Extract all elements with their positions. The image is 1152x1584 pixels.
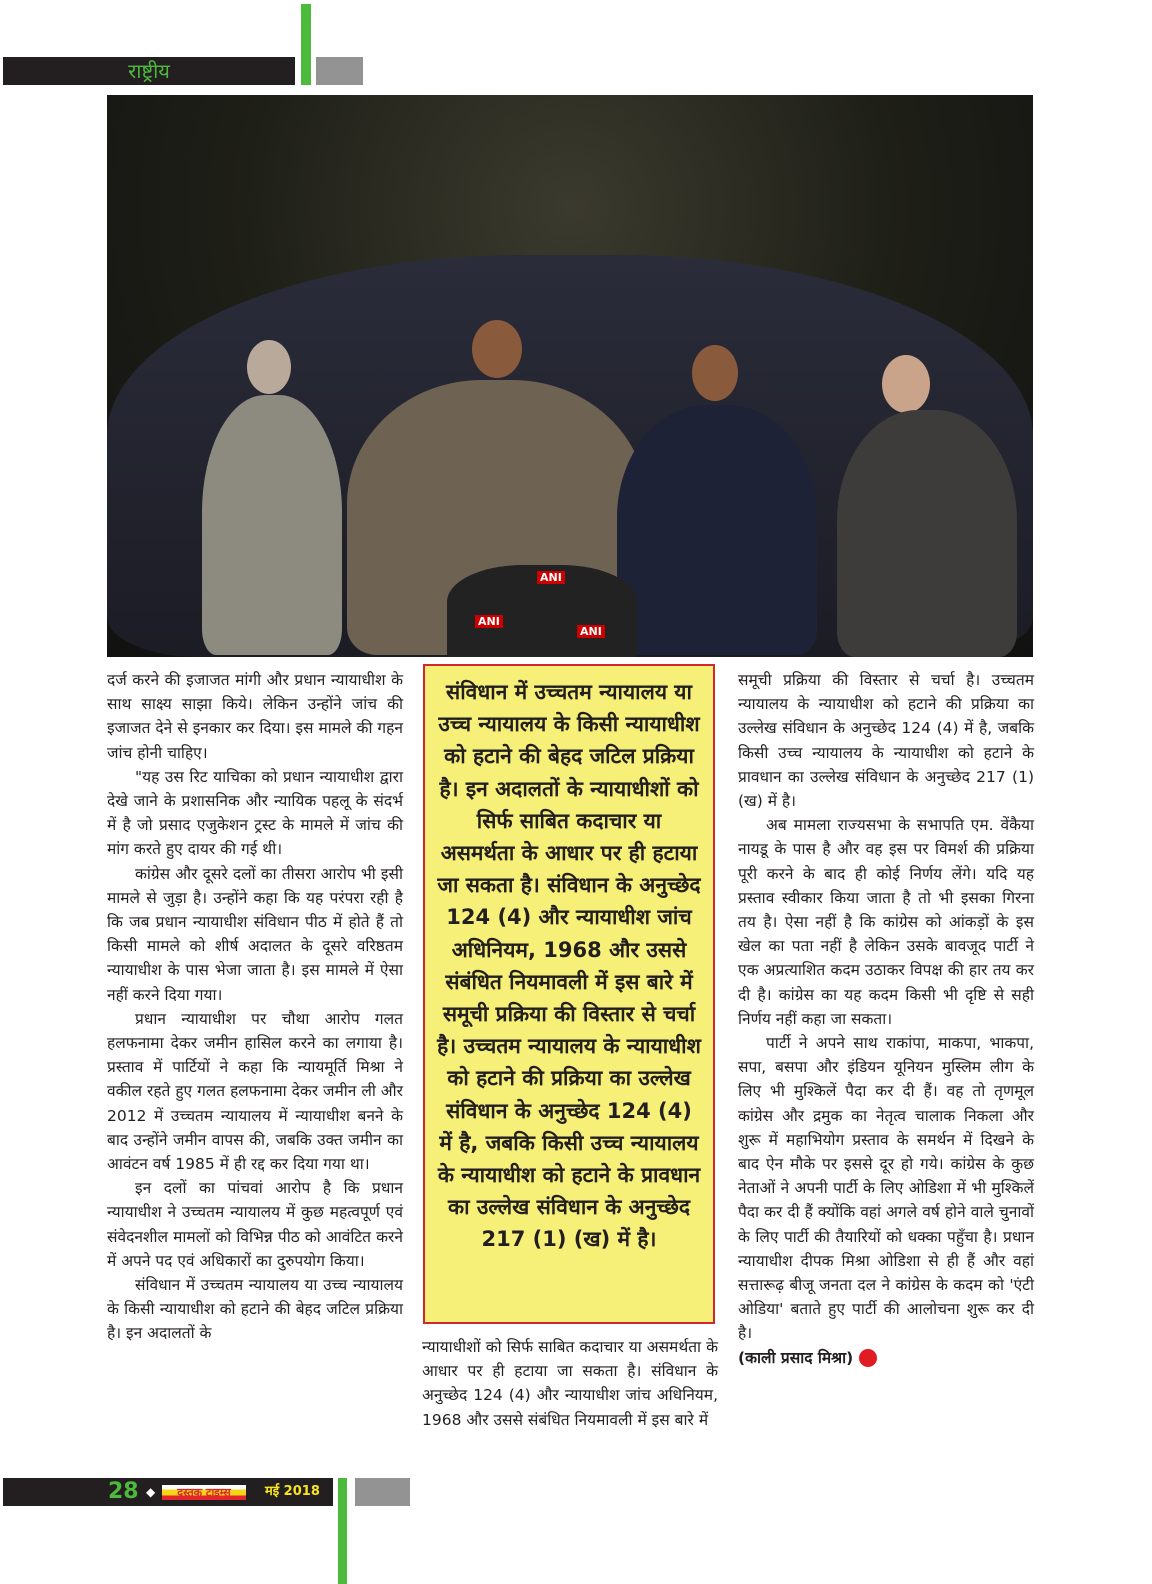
paragraph: प्रधान न्यायाधीश पर चौथा आरोप गलत हलफनामा देकर जमीन हासिल करने का लगाया है। प्रस्ताव में पार्टियों ने कहा कि न्यायमूर्ति मिश्रा ने वकील रहते हुए गलत हलफनामा देकर जमीन ली और 2012 में उच्चतम न्यायालय में न्यायाधीश बनने के बाद उन्होंने जमीन वापस की, जबकि उक्त जमीन का आवंटन वर्ष 1985 में ही रद्द कर दिया गया था। [107, 1009, 403, 1174]
footer-separator: ◆ [146, 1485, 156, 1499]
judge-body [617, 405, 817, 655]
judge-body [837, 410, 1017, 657]
header-green-accent [301, 4, 311, 85]
page-number: 28 [108, 1479, 139, 1504]
article-column-3 [738, 668, 1034, 1370]
footer-green-accent [338, 1478, 347, 1584]
mic-label: ANI [475, 615, 503, 628]
paragraph: समूची प्रक्रिया की विस्तार से चर्चा है। उच्चतम न्यायालय के न्यायाधीश को हटाने की प्रक्रिया का उल्लेख संविधान के अनुच्छेद 124 (4) में है, जबकि किसी उच्च न्यायालय के न्यायाधीश को हटाने के प्रावधान का उल्लेख संविधान के अनुच्छेद 217 (1) (ख) में है। [738, 671, 1034, 811]
judge-head [247, 340, 291, 394]
section-title: राष्ट्रीय [128, 59, 170, 83]
paragraph: न्यायाधीशों को सिर्फ साबित कदाचार या असमर्थता के आधार पर ही हटाया जा सकता है। संविधान के अनुच्छेद 124 (4) और न्यायाधीश जांच अधिनियम, 1968 और उससे संबंधित नियमावली में इस बारे में [422, 1338, 718, 1429]
header-gray-block [316, 57, 363, 85]
judge-body [202, 395, 342, 655]
end-mark-icon [859, 1349, 877, 1367]
paragraph: पार्टी ने अपने साथ राकांपा, माकपा, भाकपा, सपा, बसपा और इंडियन यूनियन मुस्लिम लीग के लिए भी मुश्किलें पैदा कर दी हैं। वह तो तृणमूल कांग्रेस और द्रमुक का नेतृत्व चालाक निकला और शुरू में महाभियोग प्रस्ताव के समर्थन में दिखने के बाद ऐन मौके पर इससे दूर हो गये। कांग्रेस के कुछ नेताओं ने अपनी पार्टी के लिए ओडिशा में भी मुश्किलें पैदा कर दी हैं क्योंकि वहां अगले वर्ष होने वाले चुनावों के लिए पार्टी की तैयारियों को धक्का पहुँचा है। प्रधान न्यायाधीश दीपक मिश्रा ओडिशा से ही हैं और वहां सत्तारूढ़ बीजू जनता दल ने कांग्रेस के कदम को 'एंटी ओडिया' बताते हुए पार्टी की आलोचना शुरू कर दी है। [738, 1034, 1034, 1343]
paragraph: संविधान में उच्चतम न्यायालय या उच्च न्यायालय के किसी न्यायाधीश को हटाने की बेहद जटिल प्रक्रिया है। इन अदालतों के [107, 1276, 403, 1343]
press-conference-photo [107, 95, 1033, 657]
mic-label: ANI [577, 625, 605, 638]
mic-label: ANI [537, 571, 565, 584]
judge-head [692, 345, 738, 401]
footer-gray-block [355, 1478, 410, 1506]
paragraph: "यह उस रिट याचिका को प्रधान न्यायाधीश द्वारा देखे जाने के प्रशासनिक और न्यायिक पहलू के संदर्भ में है जो प्रसाद एजुकेशन ट्रस्ट के मामले में जांच की मांग करते हुए दायर की गई थी। [107, 767, 403, 859]
microphone-cluster [447, 565, 637, 657]
issue-date: मई 2018 [265, 1484, 320, 1499]
pull-quote-box [423, 664, 715, 1324]
judge-head [472, 320, 522, 378]
paragraph: अब मामला राज्यसभा के सभापति एम. वेंकैया नायडू के पास है और वह इस पर विमर्श की प्रक्रिया पूरी करने के बाद ही कोई निर्णय लेंगे। यदि यह प्रस्ताव स्वीकार किया जाता है तो भी इसका गिरना तय है। ऐसा नहीं है कि कांग्रेस को आंकड़ों के इस खेल का पता नहीं है लेकिन उसके बावजूद पार्टी ने एक अप्रत्याशित कदम उठाकर विपक्ष की हार तय कर दी है। कांग्रेस का यह कदम किसी भी दृष्टि से सही निर्णय नहीं कहा जा सकता। [738, 816, 1034, 1028]
judge-head [882, 355, 930, 413]
magazine-logo: दस्तक टाइम्स [162, 1485, 246, 1500]
article-column-1 [107, 668, 403, 1346]
article-column-2 [422, 1335, 718, 1432]
pull-quote-text: संविधान में उच्चतम न्यायालय या उच्च न्यायालय के किसी न्यायाधीश को हटाने की बेहद जटिल प्रक्रिया है। इन अदालतों के न्यायाधीशों को सिर्फ साबित कदाचार या असमर्थता के आधार पर ही हटाया जा सकता है। संविधान के अनुच्छेद 124 (4) और न्यायाधीश जांच अधिनियम, 1968 और उससे संबंधित नियमावली में इस बारे में समूची प्रक्रिया की विस्तार से चर्चा है। उच्चतम न्यायालय के न्यायाधीश को हटाने की प्रक्रिया का उल्लेख संविधान के अनुच्छेद 124 (4) में है, जबकि किसी उच्च न्यायालय के न्यायाधीश को हटाने के प्रावधान का उल्लेख संविधान के अनुच्छेद 217 (1) (ख) में है। [437, 680, 701, 1252]
paragraph: दर्ज करने की इजाजत मांगी और प्रधान न्यायाधीश के साथ साक्ष्य साझा किये। लेकिन उन्होंने जांच की इजाजत देने से इनकार कर दिया। इस मामले की गहन जांच होनी चाहिए। [107, 671, 403, 762]
paragraph: इन दलों का पांचवां आरोप है कि प्रधान न्यायाधीश ने उच्चतम न्यायालय में कुछ महत्वपूर्ण एवं संवेदनशील मामलों को विभिन्न पीठ को आवंटित करने में अपने पद एवं अधिकारों का दुरुपयोग किया। [107, 1179, 403, 1270]
paragraph: कांग्रेस और दूसरे दलों का तीसरा आरोप भी इसी मामले से जुड़ा है। उन्होंने कहा कि यह परंपरा रही है कि जब प्रधान न्यायाधीश संविधान पीठ में होते हैं तो किसी मामले को शीर्ष अदालत के दूसरे वरिष्ठतम न्यायाधीश के पास भेजा जाता है। इस मामले में ऐसा नहीं करने दिया गया। [107, 864, 403, 1004]
author-byline: (काली प्रसाद मिश्रा) [738, 1348, 854, 1367]
